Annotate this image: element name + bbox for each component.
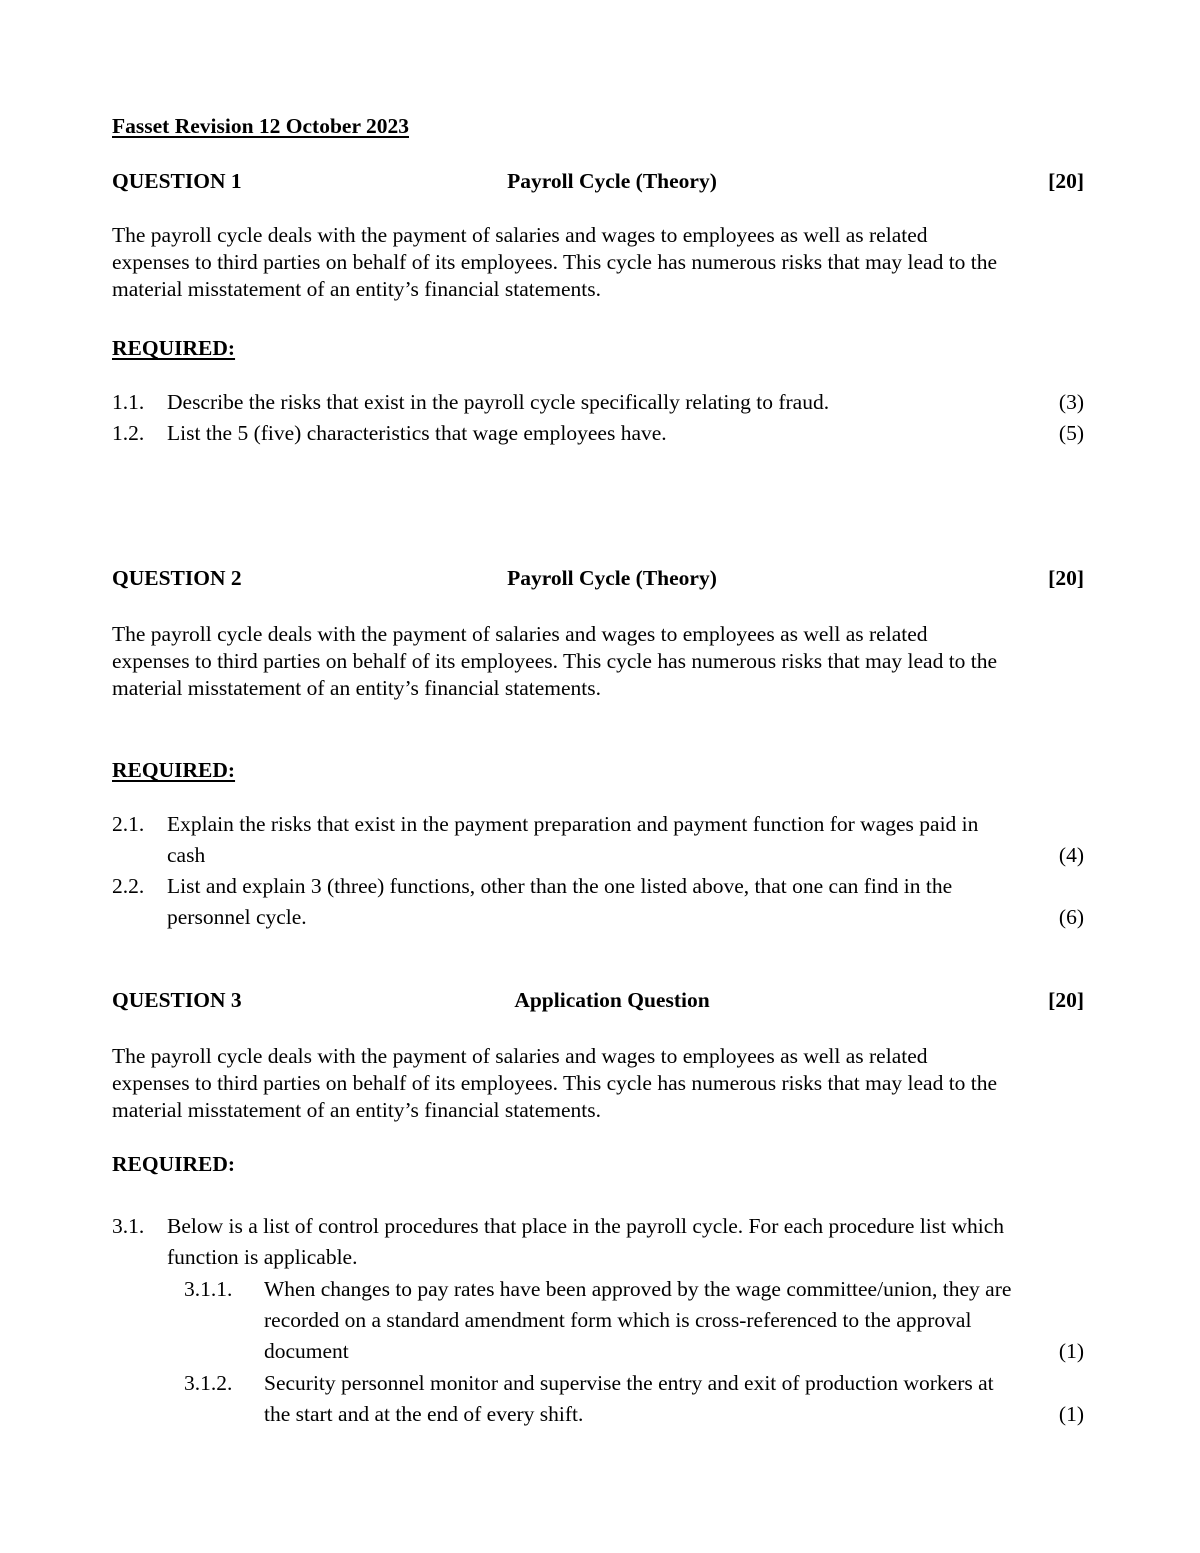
question-3-intro-line: expenses to third parties on behalf of its employees. This cycle has numerous risks that may lead to the	[112, 1071, 998, 1095]
question-2-intro-line: The payroll cycle deals with the payment of salaries and wages to employees as well as related	[112, 622, 928, 646]
subitem-marks: (1)	[1058, 1402, 1084, 1426]
subitem-text: document	[264, 1339, 349, 1363]
item-marks: (5)	[1058, 421, 1084, 445]
question-1-intro-line: The payroll cycle deals with the payment of salaries and wages to employees as well as related	[112, 223, 928, 247]
item-text: cash	[167, 843, 206, 867]
subitem-text: recorded on a standard amendment form which is cross-referenced to the approval	[264, 1308, 972, 1332]
item-text: Describe the risks that exist in the payroll cycle specifically relating to fraud.	[167, 390, 830, 414]
question-3-total: [20]	[1048, 988, 1084, 1012]
item-text: List and explain 3 (three) functions, other than the one listed above, that one can find in the	[167, 874, 953, 898]
item-number: 1.2.	[112, 421, 145, 445]
question-2-topic: Payroll Cycle (Theory)	[507, 566, 717, 590]
item-number: 3.1.	[112, 1214, 145, 1238]
question-2-required-heading: REQUIRED:	[112, 758, 236, 782]
question-1-intro-line: material misstatement of an entity’s financial statements.	[112, 277, 601, 301]
subitem-text: When changes to pay rates have been approved by the wage committee/union, they are	[264, 1277, 1012, 1301]
item-text: Explain the risks that exist in the payment preparation and payment function for wages paid in	[167, 812, 979, 836]
question-3-topic: Application Question	[514, 988, 710, 1012]
subitem-marks: (1)	[1058, 1339, 1084, 1363]
question-3-intro-line: material misstatement of an entity’s financial statements.	[112, 1098, 601, 1122]
question-3-intro-line: The payroll cycle deals with the payment of salaries and wages to employees as well as related	[112, 1044, 928, 1068]
question-1-label: QUESTION 1	[112, 169, 242, 193]
item-text: personnel cycle.	[167, 905, 307, 929]
document-title: Fasset Revision 12 October 2023	[112, 114, 409, 138]
subitem-text: the start and at the end of every shift.	[264, 1402, 584, 1426]
question-1-topic: Payroll Cycle (Theory)	[507, 169, 717, 193]
subitem-text: Security personnel monitor and supervise the entry and exit of production workers at	[264, 1371, 994, 1395]
item-marks: (3)	[1058, 390, 1084, 414]
question-3-label: QUESTION 3	[112, 988, 242, 1012]
item-marks: (6)	[1058, 905, 1084, 929]
item-number: 2.2.	[112, 874, 145, 898]
item-number: 2.1.	[112, 812, 145, 836]
subitem-number: 3.1.2.	[184, 1371, 233, 1395]
question-1-intro-line: expenses to third parties on behalf of its employees. This cycle has numerous risks that may lead to the	[112, 250, 998, 274]
question-2-intro-line: material misstatement of an entity’s financial statements.	[112, 676, 601, 700]
item-text: Below is a list of control procedures that place in the payroll cycle. For each procedure list which	[167, 1214, 1005, 1238]
question-2-intro-line: expenses to third parties on behalf of its employees. This cycle has numerous risks that may lead to the	[112, 649, 998, 673]
question-2-label: QUESTION 2	[112, 566, 242, 590]
item-text: function is applicable.	[167, 1245, 358, 1269]
question-1-required-heading: REQUIRED:	[112, 336, 236, 360]
item-text: List the 5 (five) characteristics that wage employees have.	[167, 421, 667, 445]
item-number: 1.1.	[112, 390, 145, 414]
question-1-total: [20]	[1048, 169, 1084, 193]
question-3-required-heading: REQUIRED:	[112, 1152, 236, 1176]
question-2-total: [20]	[1048, 566, 1084, 590]
subitem-number: 3.1.1.	[184, 1277, 233, 1301]
item-marks: (4)	[1058, 843, 1084, 867]
